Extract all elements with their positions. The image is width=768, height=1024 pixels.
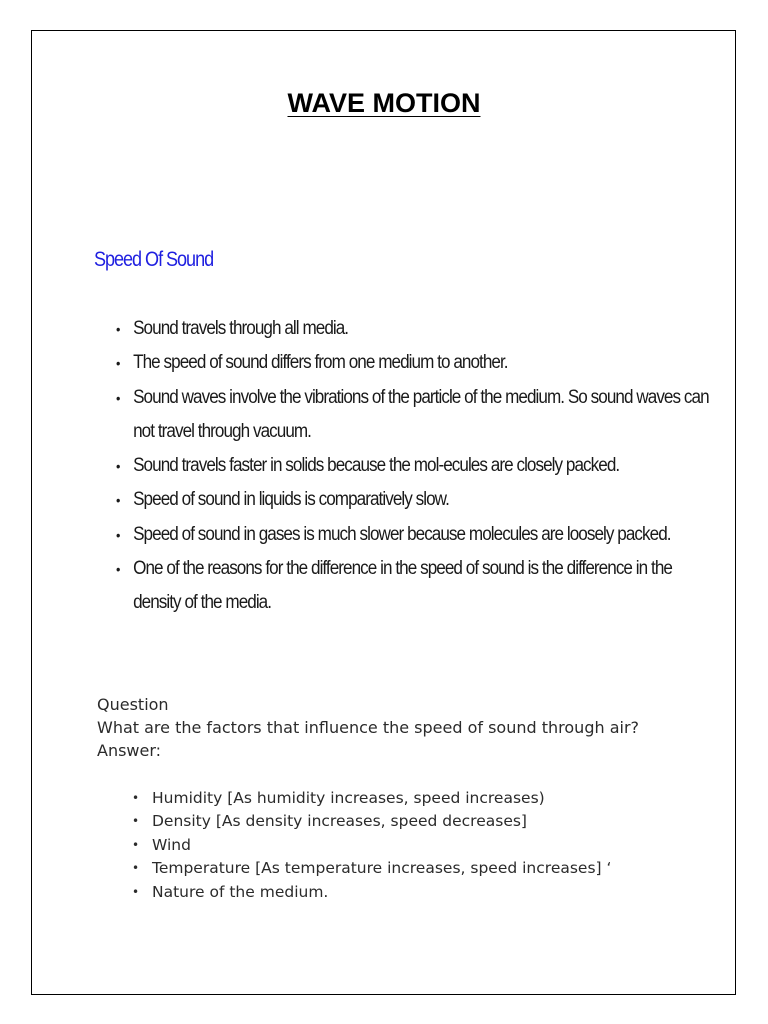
list-item <box>116 449 709 483</box>
bullet-icon: • <box>116 458 120 475</box>
answer-list <box>132 787 611 904</box>
bullet-icon: • <box>116 355 120 372</box>
section-heading: Speed Of Sound <box>94 248 214 271</box>
list-item <box>116 483 709 517</box>
answer-text: Density [As density increases, speed decreases] <box>152 812 527 831</box>
answer-text: Nature of the medium. <box>152 882 329 901</box>
fact-text: Speed of sound in gases is much slower because molecules are loosely packed. <box>133 523 671 545</box>
list-item <box>132 881 611 904</box>
bullet-icon: • <box>132 814 140 829</box>
list-item <box>116 312 709 346</box>
answer-label: Answer: <box>97 741 162 760</box>
question-text: What are the factors that influence the speed of sound through air? <box>97 718 640 737</box>
question-label: Question <box>97 695 169 714</box>
list-item <box>132 834 611 857</box>
list-item <box>116 346 709 380</box>
fact-list <box>116 312 736 621</box>
bullet-icon: • <box>116 389 120 406</box>
list-item <box>132 787 611 810</box>
list-item <box>132 810 611 833</box>
fact-text: One of the reasons for the difference in the speed of sound is the difference in the density of the media. <box>133 558 672 614</box>
list-item <box>132 857 611 880</box>
fact-text: Sound waves involve the vibrations of the particle of the medium. So sound waves can not travel through vacuum. <box>133 386 709 442</box>
fact-text: Sound travels through all media. <box>133 318 349 339</box>
bullet-icon: • <box>116 561 120 578</box>
bullet-icon: • <box>116 492 120 509</box>
bullet-icon: • <box>116 321 120 337</box>
bullet-icon: • <box>132 884 140 899</box>
answer-text: Humidity [As humidity increases, speed increases) <box>152 789 545 807</box>
bullet-icon: • <box>132 861 140 876</box>
question-block <box>97 693 639 762</box>
bullet-icon: • <box>116 526 120 543</box>
fact-text: The speed of sound differs from one medium to another. <box>133 352 508 374</box>
answer-text: Temperature [As temperature increases, speed increases] ‘ <box>152 859 612 878</box>
document-title-text: WAVE MOTION <box>287 88 481 118</box>
list-item <box>116 552 709 621</box>
document-title <box>0 88 768 119</box>
list-item <box>116 381 709 450</box>
list-item <box>116 518 709 552</box>
bullet-icon: • <box>132 791 140 805</box>
fact-text: Speed of sound in liquids is comparatively slow. <box>133 489 449 511</box>
fact-text: Sound travels faster in solids because the mol‑ecules are closely packed. <box>133 455 620 477</box>
bullet-icon: • <box>132 837 140 852</box>
answer-text: Wind <box>152 835 191 854</box>
